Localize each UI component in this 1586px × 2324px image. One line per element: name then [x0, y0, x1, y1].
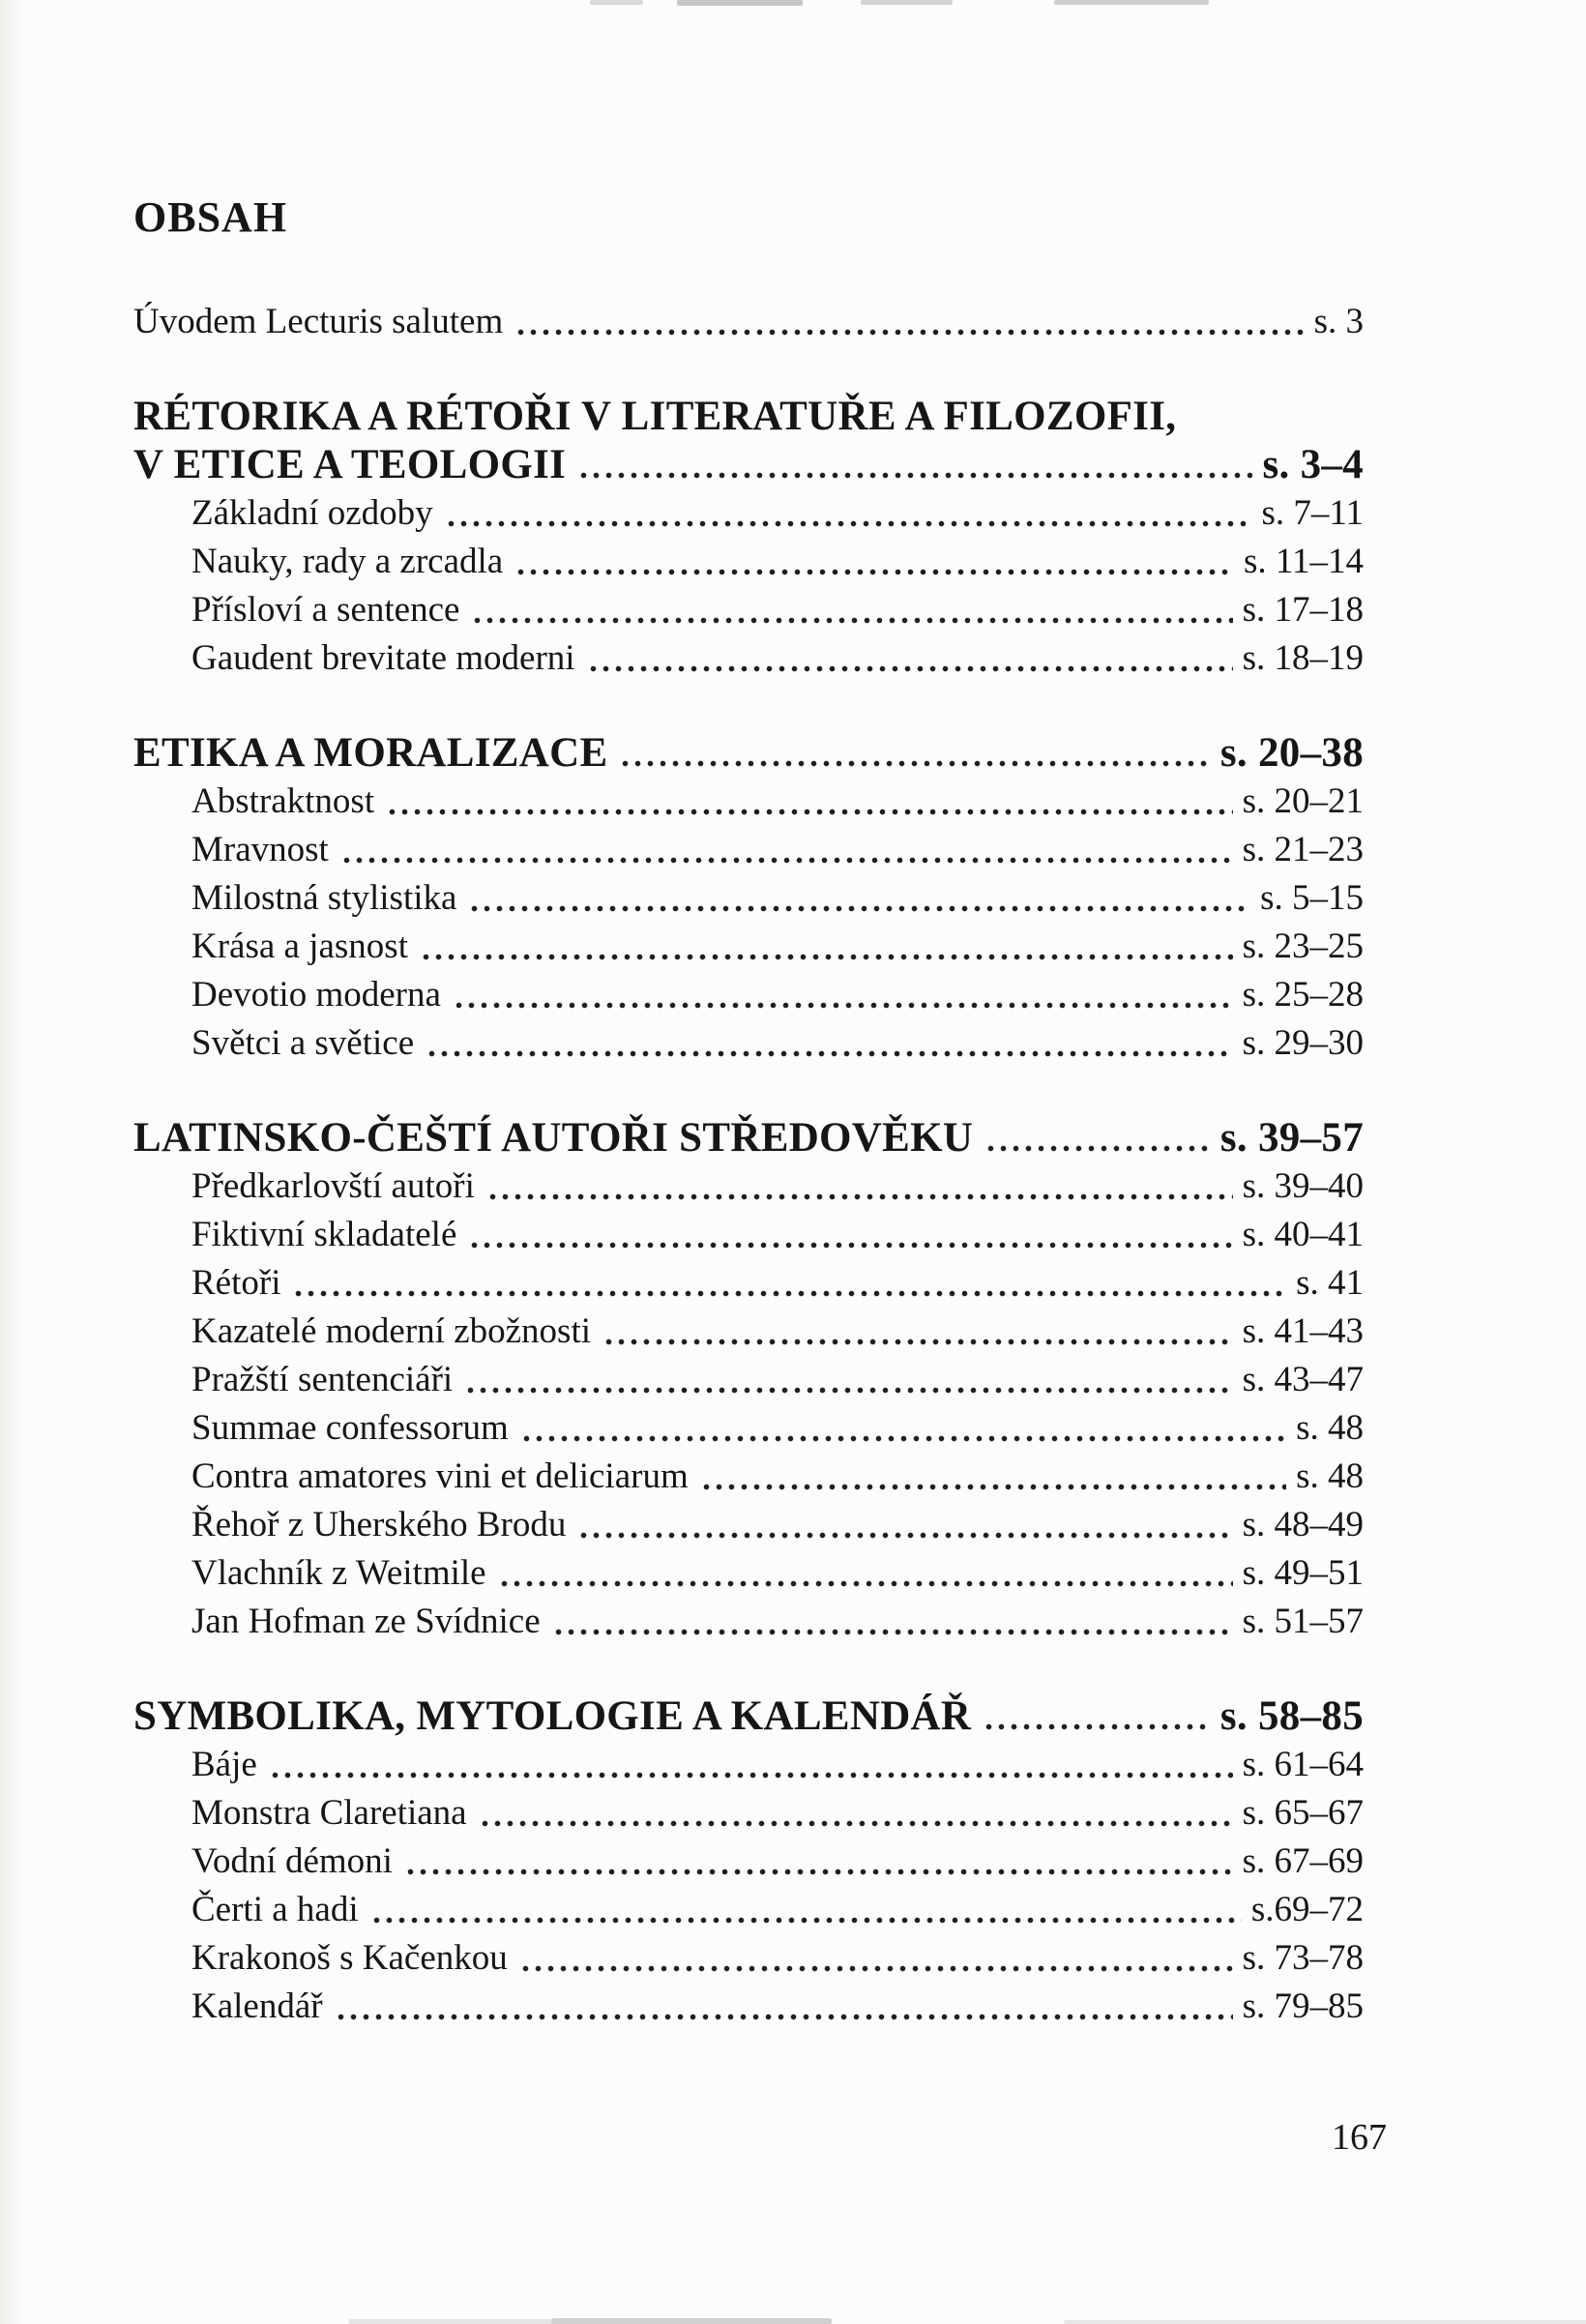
toc-entry-page: s. 79–85	[1242, 1986, 1364, 2026]
toc-entry	[133, 1741, 1364, 1789]
toc-entry-label: Summae confessorum	[191, 1408, 509, 1448]
toc-entry-label: Krakonoš s Kačenkou	[191, 1938, 508, 1978]
dot-leader	[453, 1002, 1233, 1009]
toc-entry	[133, 971, 1364, 1019]
toc-entry-page: s. 73–78	[1242, 1938, 1364, 1978]
scan-artifact	[1064, 2320, 1586, 2324]
toc-section	[133, 1114, 1364, 1646]
section-heading-label: LATINSKO-ČEŠTÍ AUTOŘI STŘEDOVĚKU	[133, 1115, 974, 1161]
dot-leader	[519, 1965, 1233, 1972]
dot-leader	[700, 1484, 1286, 1490]
toc-entry-page: s. 65–67	[1242, 1793, 1364, 1833]
toc-entry	[133, 538, 1364, 586]
toc-entry	[133, 1549, 1364, 1598]
toc-entry-page: s. 17–18	[1242, 590, 1364, 630]
toc-entry	[133, 1211, 1364, 1259]
dot-leader	[420, 954, 1233, 960]
toc-entry-label: Přísloví a sentence	[191, 590, 460, 630]
toc-entry-label: Monstra Claretiana	[191, 1793, 467, 1833]
toc-entry-label: Gaudent brevitate moderni	[191, 638, 575, 678]
toc-entry	[133, 1356, 1364, 1404]
scan-artifact	[590, 0, 643, 5]
toc-entry	[133, 923, 1364, 971]
toc-entry-label: Rétoři	[191, 1263, 281, 1303]
toc-entry	[133, 586, 1364, 634]
toc-entry-page: s. 41	[1296, 1263, 1364, 1303]
dot-leader	[468, 1242, 1232, 1249]
toc-entry	[133, 1453, 1364, 1501]
toc-entry-page: s. 18–19	[1242, 638, 1364, 678]
section-heading-label: V ETICE A TEOLOGII	[133, 442, 567, 487]
dot-leader	[552, 1629, 1233, 1635]
dot-leader	[370, 1917, 1242, 1924]
scan-artifact	[1054, 0, 1209, 5]
section-heading	[133, 1692, 1364, 1741]
toc-entry-page: s. 25–28	[1242, 975, 1364, 1015]
toc-entry	[133, 298, 1364, 346]
dot-leader	[587, 665, 1233, 672]
dot-leader	[335, 2014, 1233, 2020]
dot-leader	[619, 760, 1210, 767]
toc-entry-page: s. 39–40	[1242, 1166, 1364, 1206]
toc-entry-label: Vlachník z Weitmile	[191, 1553, 486, 1593]
toc-entry	[133, 1598, 1364, 1646]
toc-entry-label: Kazatelé moderní zbožnosti	[191, 1311, 591, 1351]
toc-entry-label: Vodní démoni	[191, 1841, 393, 1881]
dot-leader	[520, 1435, 1286, 1442]
toc-entry-page: s. 23–25	[1242, 927, 1364, 966]
toc-entry	[133, 826, 1364, 874]
dot-leader	[984, 1145, 1211, 1152]
section-heading-label: RÉTORIKA A RÉTOŘI V LITERATUŘE A FILOZOFII,	[133, 394, 1177, 439]
toc-section	[133, 729, 1364, 1068]
dot-leader	[386, 809, 1232, 815]
toc-entry	[133, 1308, 1364, 1356]
toc-section	[133, 1692, 1364, 2031]
toc-entry-page: s. 5–15	[1260, 878, 1364, 918]
dot-leader	[269, 1772, 1233, 1779]
toc-entry-page: s. 48–49	[1242, 1505, 1364, 1544]
toc-entry-page: s. 61–64	[1242, 1745, 1364, 1784]
toc-entry	[133, 1838, 1364, 1886]
toc-entry-label: Nauky, rady a zrcadla	[191, 542, 504, 581]
toc-entry-label: Kalendář	[191, 1986, 323, 2026]
toc-entry-page: s. 20–21	[1242, 781, 1364, 821]
section-heading	[133, 441, 1364, 489]
toc-entry	[133, 1983, 1364, 2031]
dot-leader	[602, 1339, 1233, 1345]
toc-entry	[133, 1789, 1364, 1838]
dot-leader	[340, 857, 1233, 864]
section-heading-page: s. 3–4	[1262, 442, 1364, 487]
toc-entry	[133, 778, 1364, 826]
toc-entry-label: Contra amatores vini et deliciarum	[191, 1456, 689, 1496]
section-heading-page: s. 39–57	[1219, 1115, 1364, 1161]
scan-artifact	[677, 0, 803, 6]
toc-entry-page: s. 43–47	[1242, 1360, 1364, 1399]
toc-entry-page: s. 21–23	[1242, 830, 1364, 869]
dot-leader	[514, 569, 1234, 575]
dot-leader	[471, 617, 1232, 624]
toc-entry-page: s.69–72	[1250, 1890, 1364, 1929]
dot-leader	[404, 1868, 1233, 1875]
dot-leader	[464, 1387, 1232, 1394]
dot-leader	[577, 472, 1252, 479]
dot-leader	[486, 1193, 1233, 1200]
section-heading	[133, 393, 1364, 441]
section-heading-page: s. 58–85	[1219, 1693, 1364, 1739]
toc-entry-page: s. 67–69	[1242, 1841, 1364, 1881]
toc-entry	[133, 874, 1364, 923]
toc-entry-label: Úvodem Lecturis salutem	[133, 302, 504, 341]
section-heading-label: ETIKA A MORALIZACE	[133, 730, 608, 776]
toc-entry-label: Jan Hofman ze Svídnice	[191, 1602, 541, 1641]
toc-entry-page: s. 49–51	[1242, 1553, 1364, 1593]
dot-leader	[514, 329, 1304, 336]
toc-entry-label: Základní ozdoby	[191, 493, 433, 533]
toc-entry-label: Devotio moderna	[191, 975, 441, 1015]
dot-leader	[292, 1290, 1286, 1297]
toc-entry-label: Fiktivní skladatelé	[191, 1215, 457, 1254]
section-heading-label: SYMBOLIKA, MYTOLOGIE A KALENDÁŘ	[133, 1693, 972, 1739]
dot-leader	[426, 1050, 1232, 1057]
toc-entry-label: Řehoř z Uherského Brodu	[191, 1505, 567, 1544]
toc-entry-page: s. 48	[1296, 1408, 1364, 1448]
dot-leader	[445, 520, 1252, 527]
scan-artifact	[861, 0, 953, 5]
dot-leader	[983, 1723, 1211, 1730]
toc-sections	[133, 393, 1364, 2031]
toc-entry-label: Pražští sentenciáři	[191, 1360, 454, 1399]
toc-entry	[133, 489, 1364, 538]
table-of-contents	[133, 193, 1364, 2031]
toc-entry	[133, 1934, 1364, 1983]
toc-entry-page: s. 51–57	[1242, 1602, 1364, 1641]
toc-entry	[133, 1886, 1364, 1934]
toc-entry	[133, 1162, 1364, 1211]
toc-entry	[133, 634, 1364, 683]
toc-entry-page: s. 40–41	[1242, 1215, 1364, 1254]
toc-section	[133, 393, 1364, 683]
dot-leader	[498, 1580, 1233, 1587]
toc-entry-label: Milostná stylistika	[191, 878, 457, 918]
dot-leader	[479, 1820, 1233, 1827]
toc-entry-page: s. 7–11	[1261, 493, 1364, 533]
toc-entry-label: Abstraktnost	[191, 781, 375, 821]
toc-entry	[133, 1501, 1364, 1549]
toc-entry-label: Předkarlovští autoři	[191, 1166, 475, 1206]
toc-entry	[133, 1259, 1364, 1308]
section-heading-page: s. 20–38	[1219, 730, 1364, 776]
toc-entry-page: s. 48	[1296, 1456, 1364, 1496]
dot-leader	[468, 905, 1250, 912]
toc-entry-label: Báje	[191, 1745, 257, 1784]
page-number: 167	[1332, 2117, 1387, 2158]
toc-entry-page: s. 11–14	[1243, 542, 1364, 581]
section-heading	[133, 729, 1364, 778]
toc-entry-page: s. 3	[1313, 302, 1364, 341]
toc-entry-label: Krása a jasnost	[191, 927, 408, 966]
toc-entry	[133, 1404, 1364, 1453]
toc-entry-page: s. 41–43	[1242, 1311, 1364, 1351]
toc-entry	[133, 1019, 1364, 1068]
section-heading	[133, 1114, 1364, 1162]
page-title: OBSAH	[133, 193, 288, 241]
scan-edge-shadow	[0, 0, 25, 2324]
toc-entry-label: Světci a světice	[191, 1023, 415, 1063]
dot-leader	[577, 1532, 1232, 1539]
toc-entry-page: s. 29–30	[1242, 1023, 1364, 1063]
toc-entry-label: Čerti a hadi	[191, 1890, 359, 1929]
scan-artifact	[551, 2318, 832, 2324]
toc-entry-label: Mravnost	[191, 830, 329, 869]
